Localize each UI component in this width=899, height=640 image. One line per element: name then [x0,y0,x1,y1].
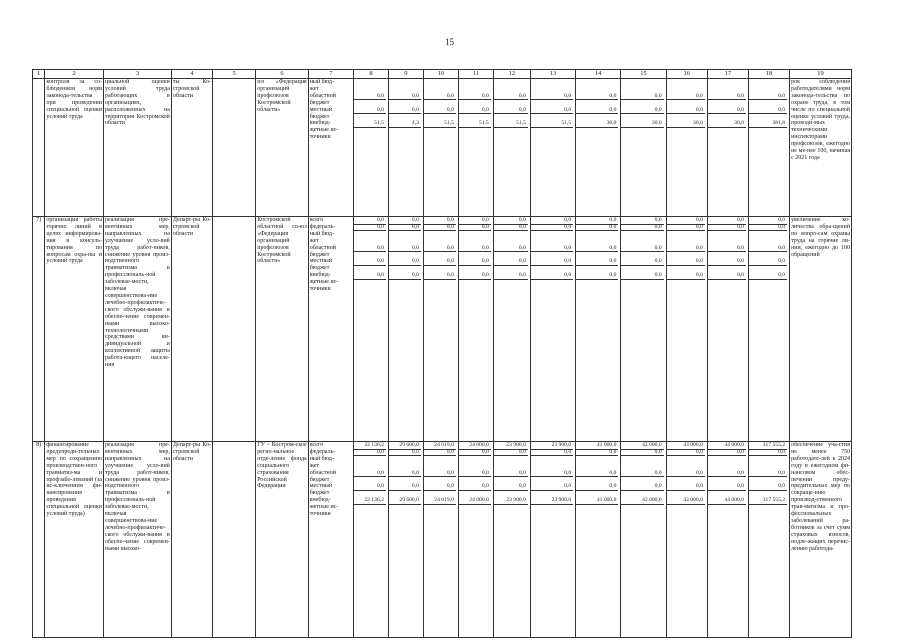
column-number: 9 [388,70,423,79]
amount-value: 51,5 [459,120,491,128]
column-number-row [33,70,852,79]
amount-value: 0,0 [494,272,528,280]
amount-value: 0,0 [576,272,618,280]
amount-value: 0,0 [667,93,705,101]
amount-value: 0,0 [749,272,787,280]
funding-sources-cell [308,217,353,442]
amount-value: 0,0 [708,449,746,457]
funding-source-line: бюджет [309,251,330,258]
amount-value: 0,0 [531,449,573,457]
amount-cell [748,217,789,442]
cell-c3: реализация пре-вентивных мер, направленных на улучшение усло-вий труда работ-ников, снижение уровня произ-водственного травматизма и профессиональ-ной заболевае-мости, включая совершенствова-ние лечебно-профилактиче-ского обслужи-вания и обеспе-чение современ-ными высоко- [103,442,171,638]
amount-value: 51,5 [354,120,386,128]
amount-value: 0,0 [424,107,456,115]
amount-cell [458,79,493,217]
amount-value: 23 900,0 [494,497,528,505]
amount-value: 0,0 [389,224,421,232]
amount-value: 0,0 [749,217,787,225]
funding-source-line: жетные ис- [309,127,339,134]
amount-value: 0,0 [708,224,746,232]
amount-value: 23 900,0 [531,497,573,505]
amount-cell [493,442,530,638]
amount-cell [576,217,621,442]
column-number: 18 [748,70,789,79]
amount-value: 0,0 [621,483,663,491]
cell-c2: контроля за со-блюдением норм законода-тельства при проведении специальной оценки условий труда [45,79,104,217]
amount-value: 0,0 [354,449,386,457]
amount-value: 0,0 [424,245,456,253]
amount-value: 23 900,0 [494,442,528,450]
funding-source-line: всего [309,442,324,448]
amount-value: 0,0 [424,470,456,478]
amount-value: 0,0 [494,449,528,457]
funding-source-line: точники [309,511,331,518]
amount-value: 0,0 [708,217,746,225]
amount-cell [748,442,789,638]
column-number: 14 [576,70,621,79]
column-number: 7 [308,70,353,79]
cell-no: 8) [33,442,45,638]
funding-source-line: жет [309,85,320,92]
column-number: 1 [33,70,45,79]
cell-no: 7) [33,217,45,442]
funding-source-line: жетные ис- [309,279,339,286]
funding-source-line: областной [309,92,336,99]
funding-source-line: точники [309,286,331,293]
amount-value: 0,0 [749,224,787,232]
amount-cell [576,79,621,217]
amount-value: 22 136,2 [354,442,386,450]
amount-cell [621,442,666,638]
column-number: 12 [493,70,530,79]
amount-value: 41 000,0 [576,497,618,505]
funding-source-line: областной [309,244,336,251]
amount-value: 0,0 [749,258,787,266]
column-number: 15 [621,70,666,79]
amount-value: 24 000,0 [459,442,491,450]
column-number: 2 [45,70,104,79]
amount-cell [707,217,748,442]
amount-value: 0,0 [621,258,663,266]
amount-value: 0,0 [621,93,663,101]
amount-value: 0,0 [459,483,491,491]
amount-value: 0,0 [576,258,618,266]
funding-sources-cell [308,79,353,217]
amount-value: 0,0 [621,217,663,225]
amount-value: 0,0 [708,483,746,491]
cell-c6: юз «Федерация организаций профсоюзов Костромской области» [256,79,308,217]
cell-c3: циальной оценки условий труда работающих в организациях, расположенных на территории Костромской области [103,79,171,217]
amount-value: 0,0 [354,224,386,232]
amount-value: 0,0 [667,258,705,266]
amount-value: 0,0 [354,272,386,280]
cell-c6: ГУ – Костром-ское регио-нальное отде-ление фонда социального страхования Российской Федерации [256,442,308,638]
measure-row [33,79,852,217]
amount-value: 0,0 [708,93,746,101]
amount-value: 0,0 [494,245,528,253]
amount-value: 23 900,0 [531,442,573,450]
amount-value: 0,0 [576,217,618,225]
amount-value: 24 019,0 [424,442,456,450]
amount-value: 317 555,2 [749,442,787,450]
amount-value: 0,0 [749,93,787,101]
amount-cell [458,442,493,638]
cell-c4: Департ-ры Ко-стромской области [171,442,212,638]
amount-value: 4,3 [389,120,421,128]
column-number: 6 [256,70,308,79]
amount-value: 30,0 [621,120,663,128]
amount-value: 24 000,0 [459,497,491,505]
amount-value: 0,0 [354,470,386,478]
amount-value: 0,0 [389,107,421,115]
amount-cell [666,217,707,442]
amount-value: 0,0 [531,93,573,101]
amount-value: 0,0 [576,93,618,101]
amount-value: 0,0 [494,217,528,225]
amount-cell [530,217,575,442]
amount-value: 0,0 [459,217,491,225]
amount-cell [423,442,458,638]
amount-value: 0,0 [424,272,456,280]
cell-c5 [213,217,256,442]
amount-value: 30,0 [576,120,618,128]
funding-sources-cell [308,442,353,638]
amount-value: 29 600,0 [389,442,421,450]
amount-value: 51,5 [424,120,456,128]
amount-value: 0,0 [667,470,705,478]
amount-value: 0,0 [424,224,456,232]
column-number: 19 [790,70,852,79]
funding-source-line: точники [309,134,331,141]
amount-cell [388,79,423,217]
funding-source-line: ный бюд- [309,230,334,237]
funding-source-line: местный [309,483,333,490]
amount-value: 317 555,2 [749,497,787,505]
amount-value: 0,0 [389,483,421,491]
funding-source-line: жет [309,237,320,244]
amount-value: 381,8 [749,120,787,128]
funding-source-line: ный бюд- [309,79,334,85]
amount-value: 0,0 [424,93,456,101]
funding-source-line: бюджет [309,265,330,272]
cell-c3: реализация пре-вентивных мер, направленных на улучшение усло-вий труда работ-ников, снижение уровня произ-водственного травматизма и профессиональ-ной заболевае-мости, включая совершенствова-ние лечебно-профилактиче-ского обслужи-вания и обеспе-чение современ-ными высоко-технологичными средствами ин-дивидуальной и коллективной защиты работа-ющего населе-ния [103,217,171,442]
amount-value: 0,0 [576,449,618,457]
amount-value: 0,0 [667,449,705,457]
amount-value: 42 000,0 [621,497,663,505]
amount-value: 0,0 [621,107,663,115]
amount-value: 0,0 [354,258,386,266]
amount-value: 0,0 [494,483,528,491]
amount-value: 0,0 [749,107,787,115]
amount-value: 0,0 [576,483,618,491]
measure-row [33,217,852,442]
amount-value: 0,0 [531,217,573,225]
amount-value: 51,5 [531,120,573,128]
amount-value: 24 019,0 [424,497,456,505]
amount-value: 0,0 [389,217,421,225]
cell-no [33,79,45,217]
amount-value: 0,0 [621,272,663,280]
amount-value: 0,0 [621,224,663,232]
amount-value: 0,0 [708,107,746,115]
funding-source-line: внебюд- [309,272,331,279]
amount-value: 0,0 [576,107,618,115]
amount-cell [748,79,789,217]
cell-c19: увеличение ко-личества обра-щений по вопро-сам охраны труда на горячие ли-нии, ежегодно до 100 обращений [790,217,852,442]
cell-c2: организация работы горячих линий в целях информирова-ния и консуль-тирования по вопросам охра-ны и условий труда [45,217,104,442]
amount-value: 29 600,0 [389,497,421,505]
amount-value: 0,0 [576,470,618,478]
amount-value: 41 000,0 [576,442,618,450]
amount-cell [707,442,748,638]
amount-value: 0,0 [459,258,491,266]
amount-cell [353,217,388,442]
amount-value: 0,0 [459,449,491,457]
amount-cell [388,442,423,638]
amount-value: 0,0 [531,483,573,491]
amount-value: 0,0 [531,224,573,232]
amount-value: 0,0 [494,224,528,232]
amount-value: 30,0 [667,120,705,128]
amount-value: 0,0 [459,107,491,115]
amount-cell [621,79,666,217]
funding-source-line: федераль- [309,448,336,455]
amount-value: 0,0 [459,93,491,101]
amount-value: 0,0 [708,245,746,253]
column-number: 4 [171,70,212,79]
column-number: 8 [353,70,388,79]
amount-value: 0,0 [424,217,456,225]
amount-value: 0,0 [708,470,746,478]
amount-value: 0,0 [667,224,705,232]
amount-cell [666,79,707,217]
amount-value: 0,0 [389,449,421,457]
funding-source-line: бюджет [309,99,330,106]
amount-value: 30,0 [708,120,746,128]
amount-value: 0,0 [354,93,386,101]
amount-value: 44 000,0 [708,497,746,505]
column-number: 3 [103,70,171,79]
amount-value: 0,0 [389,93,421,101]
column-number: 16 [666,70,707,79]
funding-source-line: областной [309,469,336,476]
column-number: 13 [530,70,575,79]
amount-cell [458,217,493,442]
amount-value: 0,0 [459,272,491,280]
amount-cell [423,79,458,217]
amount-value: 0,0 [389,258,421,266]
amount-value: 0,0 [749,245,787,253]
column-number: 10 [423,70,458,79]
amount-cell [423,217,458,442]
page-number: 15 [445,37,454,47]
cell-c5 [213,442,256,638]
funding-source-line: жет [309,462,320,469]
amount-cell [353,442,388,638]
amount-value: 0,0 [354,483,386,491]
amount-value: 42 000,0 [621,442,663,450]
amount-cell [493,217,530,442]
amount-cell [530,442,575,638]
amount-value: 0,0 [424,449,456,457]
column-number: 17 [707,70,748,79]
measure-row [33,442,852,638]
amount-cell [621,217,666,442]
amount-value: 0,0 [354,217,386,225]
amount-value: 0,0 [531,245,573,253]
amount-cell [353,79,388,217]
column-number: 5 [213,70,256,79]
funding-source-line: бюджет [309,113,330,120]
amount-value: 0,0 [389,272,421,280]
amount-value: 51,5 [494,120,528,128]
amount-value: 0,0 [621,449,663,457]
amount-cell [666,442,707,638]
cell-c5 [213,79,256,217]
amount-value: 0,0 [494,470,528,478]
amount-value: 0,0 [531,272,573,280]
cell-c4: ты Ко-стромской области [171,79,212,217]
amount-cell [493,79,530,217]
amount-value: 0,0 [749,470,787,478]
funding-source-line: бюджет [309,490,330,497]
amount-value: 0,0 [576,245,618,253]
amount-value: 0,0 [494,107,528,115]
cell-c19: обеспечение уча-стия не менее 750 работодате-лей к 2024 году в ежегодном фи-нансовом обес-печении преду-предительных мер по сокраще-нию производ-ственного трав-матизма и про-фессиональных заболеваний ра-ботников за счет сумм страховых взносов, подле-жащих перечис-лению работода- [790,442,852,638]
program-table [32,69,852,638]
funding-source-line: внебюд- [309,120,331,127]
amount-value: 0,0 [749,483,787,491]
funding-source-line: федераль- [309,223,336,230]
amount-value: 0,0 [708,258,746,266]
funding-source-line: бюджет [309,476,330,483]
amount-value: 0,0 [667,217,705,225]
amount-value: 0,0 [667,107,705,115]
funding-source-line: внебюд- [309,497,331,504]
amount-value: 0,0 [424,483,456,491]
amount-value: 0,0 [531,107,573,115]
amount-value: 0,0 [389,245,421,253]
funding-source-line: ный бюд- [309,455,334,462]
amount-value: 44 000,0 [708,442,746,450]
funding-source-line: всего [309,217,324,223]
amount-cell [530,79,575,217]
funding-source-line: местный [309,106,333,113]
amount-value: 0,0 [621,470,663,478]
amount-value: 0,0 [459,245,491,253]
amount-value: 0,0 [749,449,787,457]
amount-value: 0,0 [494,93,528,101]
amount-cell [388,217,423,442]
amount-value: 0,0 [708,272,746,280]
funding-source-line: местный [309,258,333,265]
amount-value: 0,0 [667,245,705,253]
amount-value: 0,0 [531,258,573,266]
cell-c6: Костромской областной со-юз «Федерация организаций профсоюзов Костромской области» [256,217,308,442]
amount-value: 0,0 [667,483,705,491]
cell-c2: финансирование предупреди-тельных мер по сокращению производствен-ного травматиз-ма и профзабо-леваний (за ис-ключением фи-нансирования проведения специальной оценки условий труда) [45,442,104,638]
amount-value: 0,0 [621,245,663,253]
amount-value: 22 136,2 [354,497,386,505]
amount-value: 0,0 [667,272,705,280]
amount-value: 43 000,0 [667,442,705,450]
amount-value: 0,0 [459,224,491,232]
column-number: 11 [458,70,493,79]
amount-value: 0,0 [424,258,456,266]
amount-value: 0,0 [576,224,618,232]
amount-cell [576,442,621,638]
amount-value: 43 000,0 [667,497,705,505]
amount-value: 0,0 [459,470,491,478]
cell-c19: рок соблюдения работодателями норм законода-тельства по охране труда, в том числе по специальной оценке условий труда, проводи-мых техническими инспекторами профсоюзов, ежегодно не ме-нее 100, начиная с 2021 года [790,79,852,217]
funding-source-line: жетные ис- [309,504,339,511]
amount-value: 0,0 [494,258,528,266]
amount-value: 0,0 [354,107,386,115]
amount-value: 0,0 [531,470,573,478]
amount-value: 0,0 [354,245,386,253]
amount-cell [707,79,748,217]
cell-c4: Департ-ры Ко-стромской области [171,217,212,442]
amount-value: 0,0 [389,470,421,478]
